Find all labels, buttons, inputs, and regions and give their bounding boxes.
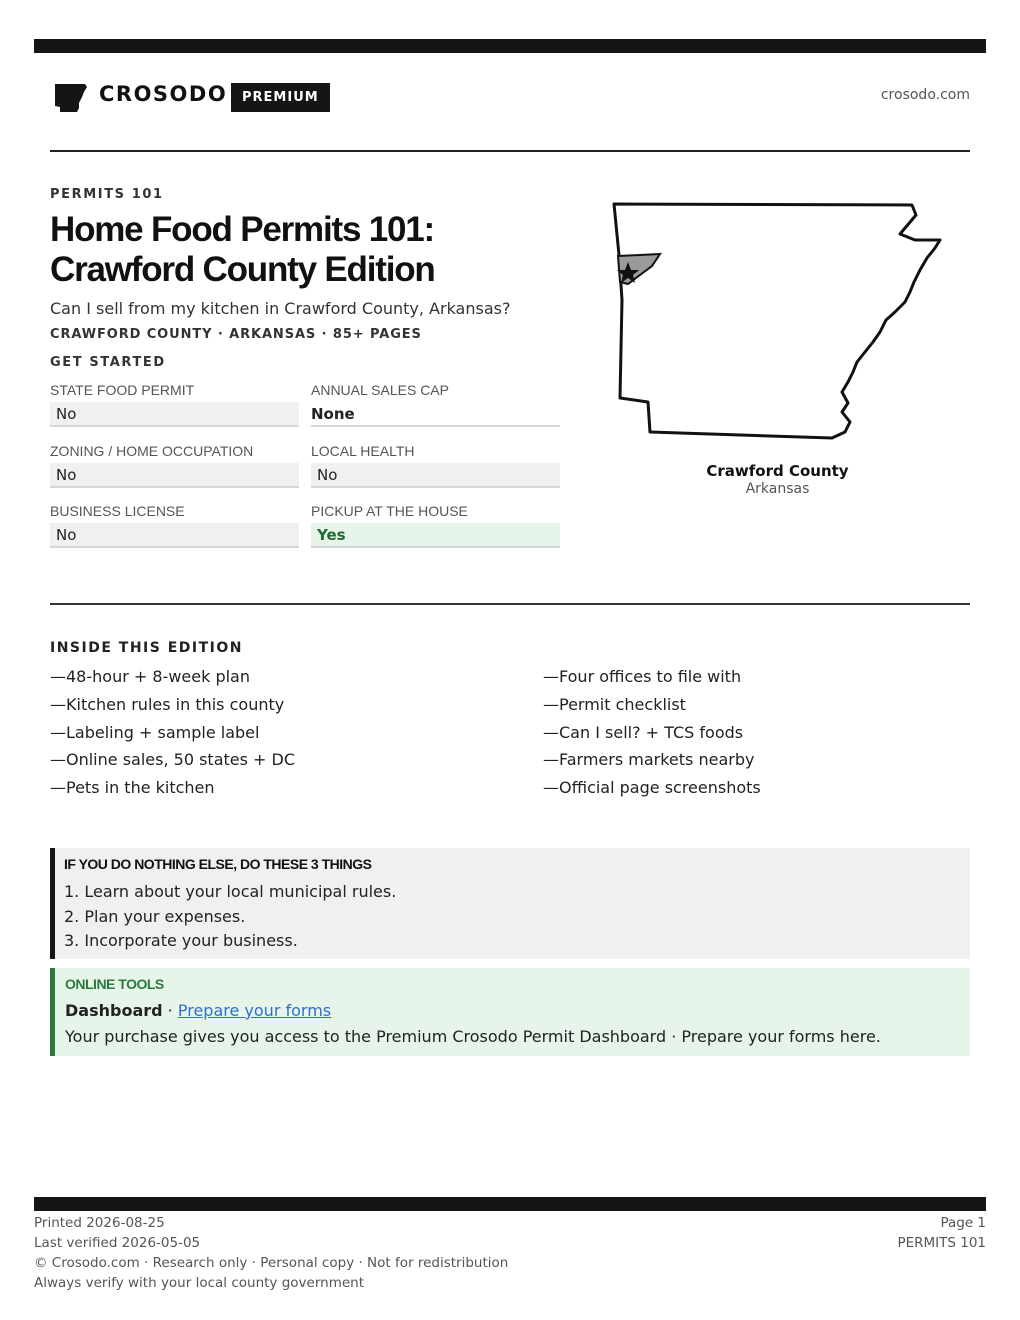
- fact-local-health: [311, 443, 560, 488]
- page-title: [50, 210, 570, 290]
- arkansas-state-icon: [54, 83, 88, 113]
- dashboard-label: Dashboard: [65, 1001, 163, 1020]
- footer-left: [34, 1213, 508, 1293]
- map-county-name: Crawford County: [706, 462, 849, 480]
- list-item: —Kitchen rules in this county: [50, 694, 285, 714]
- fact-value: No: [50, 402, 299, 427]
- title-line-1: Home Food Permits 101:: [50, 210, 434, 249]
- callout-title: IF YOU DO NOTHING ELSE, DO THESE 3 THINGS: [64, 856, 372, 872]
- list-item: —Farmers markets nearby: [543, 750, 755, 770]
- fact-value: No: [311, 463, 560, 488]
- fact-value: No: [50, 463, 299, 488]
- footer-section: PERMITS 101: [897, 1235, 986, 1251]
- verified-date: Last verified 2026-05-05: [34, 1235, 201, 1251]
- section-divider: [50, 603, 970, 605]
- brand-name: CROSODO: [99, 82, 228, 106]
- list-item: —Four offices to file with: [543, 667, 742, 686]
- disclaimer: Always verify with your local county government: [34, 1275, 364, 1291]
- section-kicker: PERMITS 101: [50, 187, 164, 202]
- list-item: —48-hour + 8-week plan: [50, 667, 250, 686]
- fact-value: Yes: [311, 523, 560, 548]
- fact-label: STATE FOOD PERMIT: [50, 382, 195, 398]
- fact-label: ANNUAL SALES CAP: [311, 382, 449, 398]
- list-item: —Official page screenshots: [543, 778, 761, 798]
- list-item: 2. Plan your expenses.: [64, 906, 246, 926]
- copyright-notice: © Crosodo.com · Research only · Personal copy · Not for redistribution: [34, 1255, 509, 1271]
- title-line-2: Crawford County Edition: [50, 250, 435, 289]
- fact-value: None: [311, 402, 560, 427]
- fact-business-license: [50, 503, 299, 548]
- header-divider: [50, 150, 970, 152]
- list-item: 1. Learn about your local municipal rules.: [64, 882, 397, 901]
- fact-label: LOCAL HEALTH: [311, 443, 415, 459]
- page-header: [50, 80, 970, 114]
- inside-list-right: [543, 666, 973, 805]
- fact-zoning: [50, 443, 299, 488]
- tools-links-row: [65, 1001, 970, 1027]
- prepare-forms-link[interactable]: Prepare your forms: [177, 1001, 332, 1020]
- arkansas-outline: [614, 204, 940, 438]
- list-item: —Online sales, 50 states + DC: [50, 750, 296, 770]
- list-item: —Pets in the kitchen: [50, 778, 215, 798]
- fact-label: ZONING / HOME OCCUPATION: [50, 443, 254, 459]
- premium-badge: PREMIUM: [231, 83, 330, 112]
- list-item: 3. Incorporate your business.: [64, 931, 298, 950]
- inside-edition-heading: INSIDE THIS EDITION: [50, 640, 243, 656]
- map-caption: [600, 462, 955, 497]
- fact-value: No: [50, 523, 299, 548]
- callout-list: [64, 882, 970, 956]
- online-tools-box: [50, 968, 970, 1056]
- inside-list-left: [50, 666, 480, 805]
- map-state-name: Arkansas: [745, 481, 810, 497]
- page-number: Page 1: [940, 1215, 986, 1231]
- list-item: —Can I sell? + TCS foods: [543, 722, 744, 742]
- get-started-heading: GET STARTED: [50, 355, 166, 370]
- edition-meta: CRAWFORD COUNTY · ARKANSAS · 85+ PAGES: [50, 327, 422, 342]
- top-rule-bar: [34, 39, 986, 53]
- footer-right: [897, 1213, 986, 1253]
- bottom-rule-bar: [34, 1197, 986, 1211]
- tools-description: Your purchase gives you access to the Premium Crosodo Permit Dashboard · Prepare your forms here.: [65, 1027, 881, 1046]
- fact-annual-sales-cap: [311, 382, 560, 427]
- fact-pickup-at-house: [311, 503, 560, 548]
- list-item: —Labeling + sample label: [50, 722, 260, 742]
- printed-date: Printed 2026-08-25: [34, 1215, 165, 1231]
- separator: ·: [167, 1001, 173, 1020]
- fact-label: PICKUP AT THE HOUSE: [311, 503, 468, 519]
- tools-title: ONLINE TOOLS: [65, 976, 164, 992]
- site-url[interactable]: crosodo.com: [880, 87, 970, 103]
- page-subtitle: Can I sell from my kitchen in Crawford County, Arkansas?: [50, 299, 511, 318]
- list-item: —Permit checklist: [543, 694, 686, 714]
- arkansas-county-map: [600, 195, 950, 450]
- fact-state-food-permit: [50, 382, 299, 427]
- fact-label: BUSINESS LICENSE: [50, 503, 185, 519]
- three-things-callout: [50, 848, 970, 959]
